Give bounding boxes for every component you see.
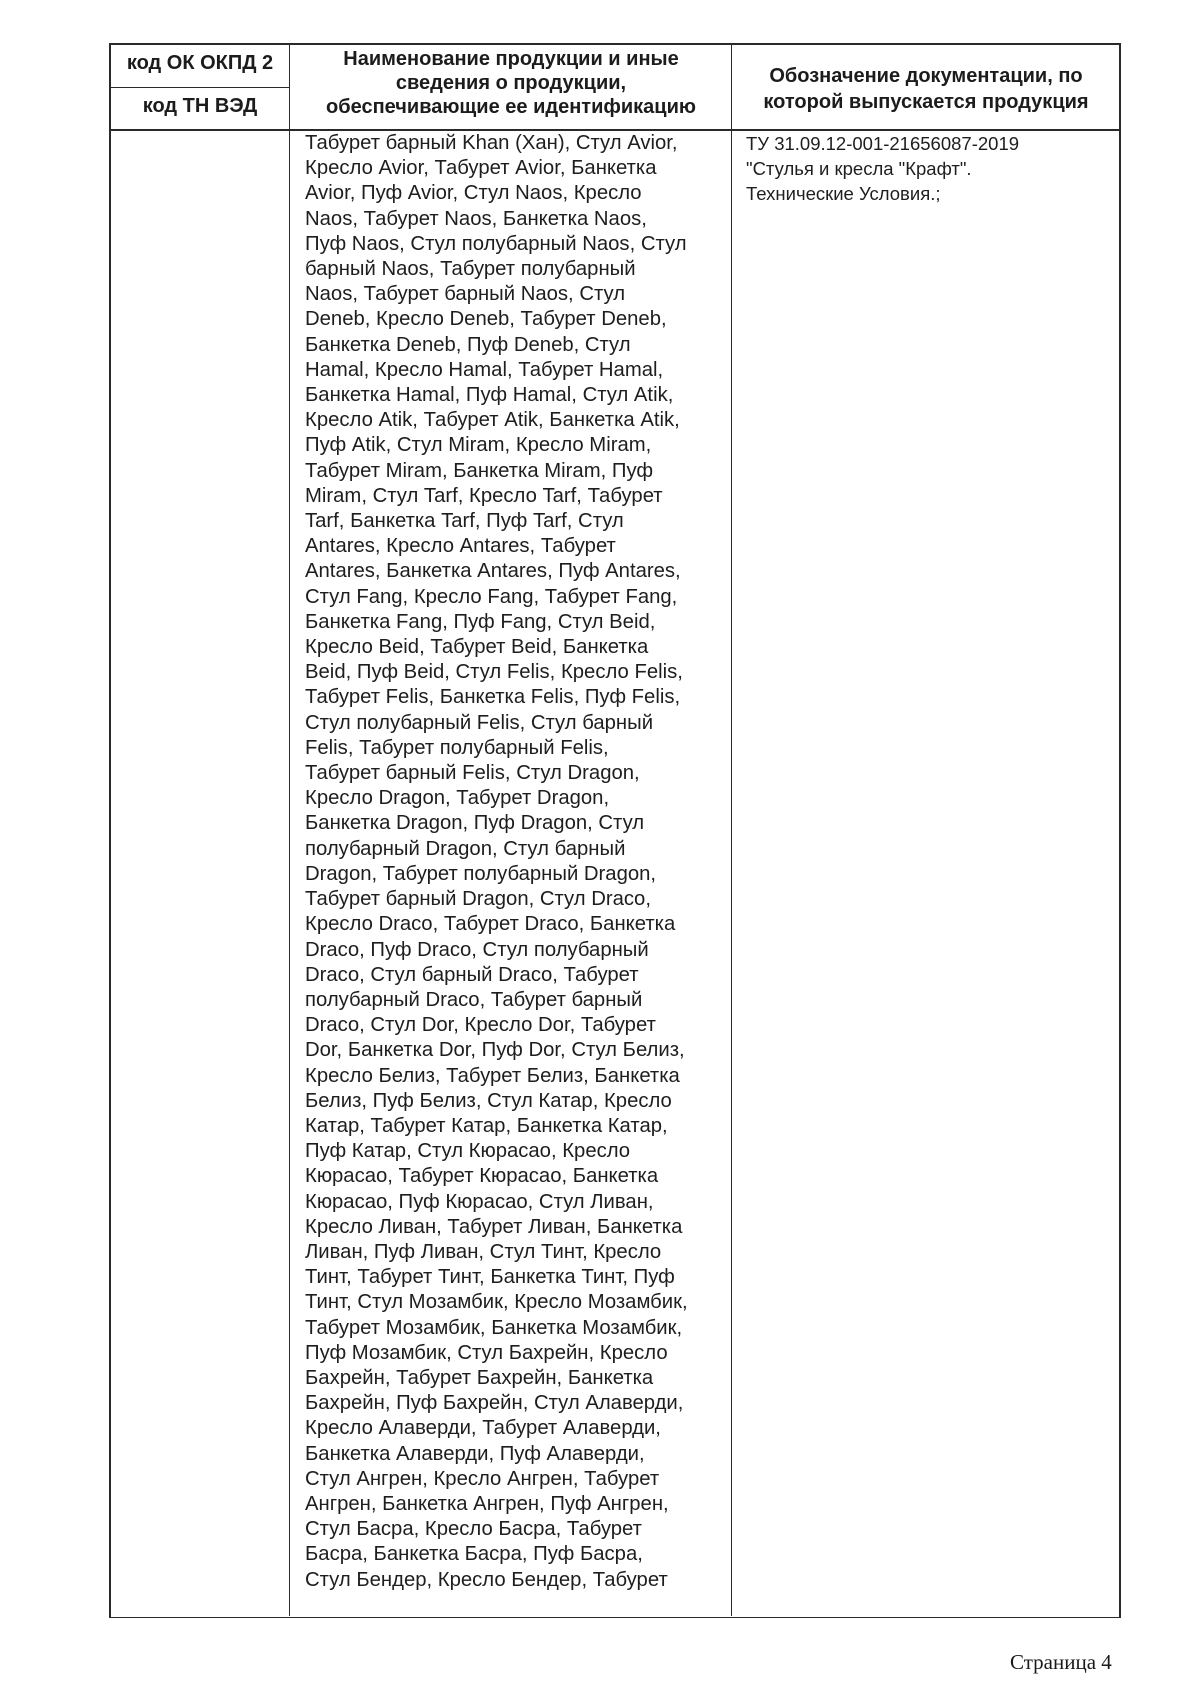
- column-divider-doc: [731, 43, 732, 1616]
- column-divider-codes: [289, 43, 290, 1616]
- page-number: Страница 4: [1010, 1650, 1112, 1674]
- header-documentation: Обозначение документации, по которой выпускается продукция: [763, 65, 1089, 113]
- cell-product-description: Табурет барный Khan (Хан), Стул Avior, Кресло Avior, Табурет Avior, Банкетка Avior, Пуф Avior, Стул Naos, Кресло Naos, Табурет Naos, Банкетка Naos, Пуф Naos, Стул полубарный Naos, Стул барный Naos, Табурет полубарный Naos, Табурет барный Naos, Стул Deneb, Кресло Deneb, Табурет Deneb, Банкетка Deneb, Пуф Deneb, Стул Hamal, Кресло Hamal, Табурет Hamal, Банкетка Hamal, Пуф Hamal, Стул Atik, Кресло Atik, Табурет Atik, Банкетка Atik, Пуф Atik, Стул Miram, Кресло Miram, Табурет Miram, Банкетка Miram, Пуф Miram, Стул Tarf, Кресло Tarf, Табурет Tarf, Банкетка Tarf, Пуф Tarf, Стул Antares, Кресло Antares, Табурет Antares, Банкетка Antares, Пуф Antares, Стул Fang, Кресло Fang, Табурет Fang, Банкетка Fang, Пуф Fang, Стул Beid, Кресло Beid, Табурет Beid, Банкетка Beid, Пуф Beid, Стул Felis, Кресло Felis, Табурет Felis, Банкетка Felis, Пуф Felis, Стул полубарный Felis, Стул барный Felis, Табурет полубарный Felis, Табурет барный Felis, Стул Dragon, Кресло Dragon, Табурет Dragon, Банкетка Dragon, Пуф Dragon, Стул полубарный Dragon, Стул барный Dragon, Табурет полубарный Dragon, Табурет барный Dragon, Стул Draco, Кресло Draco, Табурет Draco, Банкетка Draco, Пуф Draco, Стул полубарный Draco, Стул барный Draco, Табурет полубарный Draco, Табурет барный Draco, Стул Dor, Кресло Dor, Табурет Dor, Банкетка Dor, Пуф Dor, Стул Белиз, Кресло Белиз, Табурет Белиз, Банкетка Белиз, Пуф Белиз, Стул Катар, Кресло Катар, Табурет Катар, Банкетка Катар, Пуф Катар, Стул Кюрасао, Кресло Кюрасао, Табурет Кюрасао, Банкетка Кюрасао, Пуф Кюрасао, Стул Ливан, Кресло Ливан, Табурет Ливан, Банкетка Ливан, Пуф Ливан, Стул Тинт, Кресло Тинт, Табурет Тинт, Банкетка Тинт, Пуф Тинт, Стул Мозамбик, Кресло Мозамбик, Табурет Мозамбик, Банкетка Мозамбик, Пуф Мозамбик, Стул Бахрейн, Кресло Бахрейн, Табурет Бахрейн, Банкетка Бахрейн, Пуф Бахрейн, Стул Алаверди, Кресло Алаверди, Табурет Алаверди, Банкетка Алаверди, Пуф Алаверди, Стул Ангрен, Кресло Ангрен, Табурет Ангрен, Банкетка Ангрен, Пуф Ангрен, Стул Басра, Кресло Басра, Табурет Басра, Банкетка Басра, Пуф Басра, Стул Бендер, Кресло Бендер, Табурет: [305, 132, 688, 1591]
- header-okpd-code: код ОК ОКПД 2: [126, 52, 274, 74]
- table-header: [111, 43, 1119, 131]
- header-split-line: [111, 87, 289, 88]
- header-product-name: Наименование продукции и иные сведения о продукции, обеспечивающие ее идентификацию: [326, 48, 696, 118]
- header-tnved-code: код ТН ВЭД: [142, 95, 258, 117]
- cell-documentation: ТУ 31.09.12-001-21656087-2019 "Стулья и кресла "Крафт". Технические Условия.;: [746, 133, 1020, 205]
- product-table: [109, 43, 1121, 1618]
